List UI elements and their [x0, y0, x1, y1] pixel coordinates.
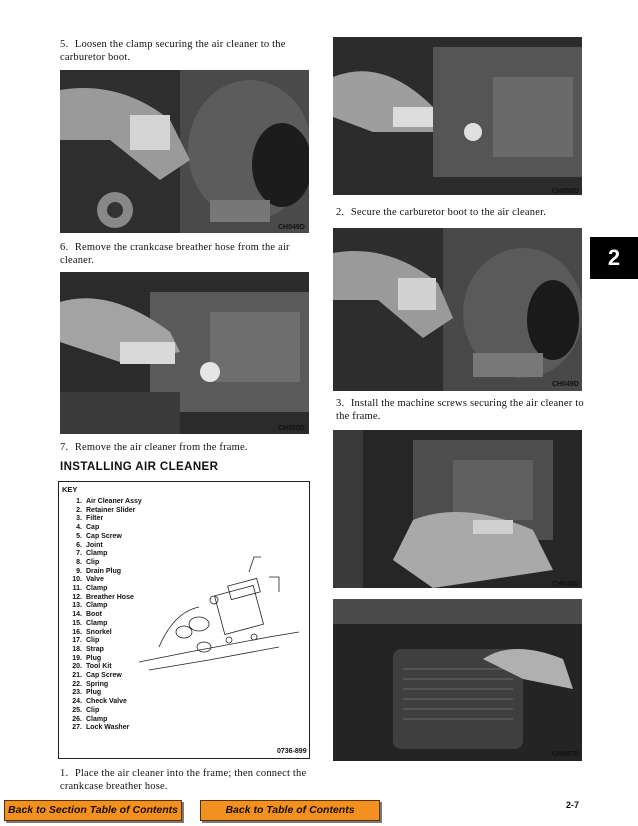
step-text: Secure the carburetor boot to the air cleaner.: [350, 207, 547, 218]
key-item-number: 27.: [72, 724, 82, 732]
key-item-label: Valve: [86, 576, 104, 584]
key-item-label: Breather Hose: [86, 593, 134, 601]
key-item-label: Check Valve: [86, 698, 127, 706]
key-item-label: Snorkel: [86, 628, 112, 636]
key-item-label: Filter: [86, 515, 104, 523]
section-heading: INSTALLING AIR CLEANER: [60, 461, 219, 473]
key-item: [65, 724, 142, 733]
step-text: Place the air cleaner into the frame; then connect the crankcase breather hose.: [60, 768, 307, 792]
key-item-label: Tool Kit: [86, 663, 112, 671]
photo-code: CH050D: [552, 188, 579, 195]
step-number: 6.: [60, 242, 69, 253]
photo-code: CH049D: [278, 224, 305, 231]
photo-ch047d: [333, 599, 582, 761]
step-number: 1.: [60, 768, 69, 779]
key-item-label: Cap: [86, 524, 100, 532]
key-item: [65, 507, 142, 516]
step-text: Loosen the clamp securing the air cleaner to the carburetor boot.: [60, 39, 286, 63]
photo-ch049d-right: [333, 228, 582, 391]
key-item-label: Clamp: [86, 550, 108, 558]
key-item-number: 4.: [76, 524, 82, 532]
back-to-section-toc-button[interactable]: Back to Section Table of Contents: [4, 800, 182, 821]
key-item-label: Strap: [86, 645, 104, 653]
key-item: [65, 698, 142, 707]
key-item: [65, 533, 142, 542]
photo-code: CH049D: [552, 381, 579, 388]
key-item-label: Joint: [86, 541, 103, 549]
step-number: 5.: [60, 39, 69, 50]
photo-ch049d-left: [60, 70, 309, 233]
key-item-label: Drain Plug: [86, 567, 122, 575]
key-item-number: 21.: [72, 672, 82, 680]
photo-code: CH050D: [278, 425, 305, 432]
key-item-label: Air Cleaner Assy: [86, 498, 142, 505]
photo-ch050d-right: [333, 37, 582, 195]
key-item-label: Clip: [86, 706, 100, 714]
key-item-number: 9.: [76, 567, 82, 575]
page-number: 2-7: [566, 800, 580, 810]
step-5: [60, 38, 310, 64]
step-number: 2.: [336, 207, 345, 218]
back-to-toc-button[interactable]: Back to Table of Contents: [200, 800, 380, 821]
key-title: KEY: [62, 485, 78, 494]
chapter-tab: 2: [590, 237, 638, 279]
key-item-number: 8.: [76, 558, 82, 566]
key-item-number: 11.: [72, 585, 82, 593]
step-6: [60, 241, 310, 267]
key-item-number: 12.: [72, 593, 82, 601]
key-item-number: 14.: [72, 611, 82, 619]
key-item-label: Lock Washer: [86, 724, 130, 732]
step-number: 7.: [60, 442, 69, 453]
key-item-number: 2.: [76, 506, 82, 514]
key-item-label: Cap Screw: [86, 532, 122, 540]
key-item-label: Boot: [86, 611, 102, 619]
key-item-label: Plug: [86, 689, 102, 697]
key-item: [65, 542, 142, 551]
key-item: [65, 689, 142, 698]
key-item-number: 26.: [72, 715, 82, 723]
step-3: [336, 397, 586, 423]
key-item-label: Clamp: [86, 715, 108, 723]
key-item-number: 20.: [72, 663, 82, 671]
key-item-number: 15.: [72, 619, 82, 627]
key-item: [65, 681, 142, 690]
key-item-label: Plug: [86, 654, 102, 662]
key-item: [65, 524, 142, 533]
exploded-diagram: [58, 481, 310, 759]
key-item-number: 22.: [72, 680, 82, 688]
photo-code: CH047D: [552, 751, 579, 758]
key-item-number: 17.: [72, 637, 82, 645]
key-item-number: 18.: [72, 645, 82, 653]
step-text: Remove the crankcase breather hose from the air cleaner.: [60, 242, 290, 266]
key-item-number: 1.: [76, 498, 82, 505]
key-item-number: 5.: [76, 532, 82, 540]
key-item-number: 7.: [76, 550, 82, 558]
diagram-code: 0736-899: [277, 748, 307, 755]
key-item-label: Cap Screw: [86, 672, 122, 680]
key-item-label: Clamp: [86, 619, 108, 627]
photo-code: CH048D: [552, 581, 579, 588]
key-item-label: Retainer Slider: [86, 506, 136, 514]
key-item-number: 16.: [72, 628, 82, 636]
key-item: [65, 716, 142, 725]
key-item-number: 24.: [72, 698, 82, 706]
key-item-label: Clamp: [86, 585, 108, 593]
photo-ch050d-left: [60, 272, 309, 434]
step-number: 3.: [336, 398, 345, 409]
key-item: [65, 498, 142, 507]
step-7: [60, 441, 310, 454]
key-item-label: Clamp: [86, 602, 108, 610]
key-item-number: 25.: [72, 706, 82, 714]
key-item-number: 10.: [72, 576, 82, 584]
photo-ch048d: [333, 430, 582, 588]
step-install-1: [60, 767, 312, 793]
key-item: [65, 707, 142, 716]
key-item-label: Clip: [86, 637, 100, 645]
key-item-label: Spring: [86, 680, 109, 688]
step-text: Install the machine screws securing the air cleaner to the frame.: [336, 398, 584, 422]
step-text: Remove the air cleaner from the frame.: [74, 442, 248, 453]
key-item-number: 13.: [72, 602, 82, 610]
key-item-number: 6.: [76, 541, 82, 549]
key-item: [65, 515, 142, 524]
key-item-number: 23.: [72, 689, 82, 697]
step-2: [336, 206, 584, 219]
key-item-number: 19.: [72, 654, 82, 662]
key-item-number: 3.: [76, 515, 82, 523]
exploded-view-drawing: [129, 552, 309, 682]
key-item-label: Clip: [86, 558, 100, 566]
